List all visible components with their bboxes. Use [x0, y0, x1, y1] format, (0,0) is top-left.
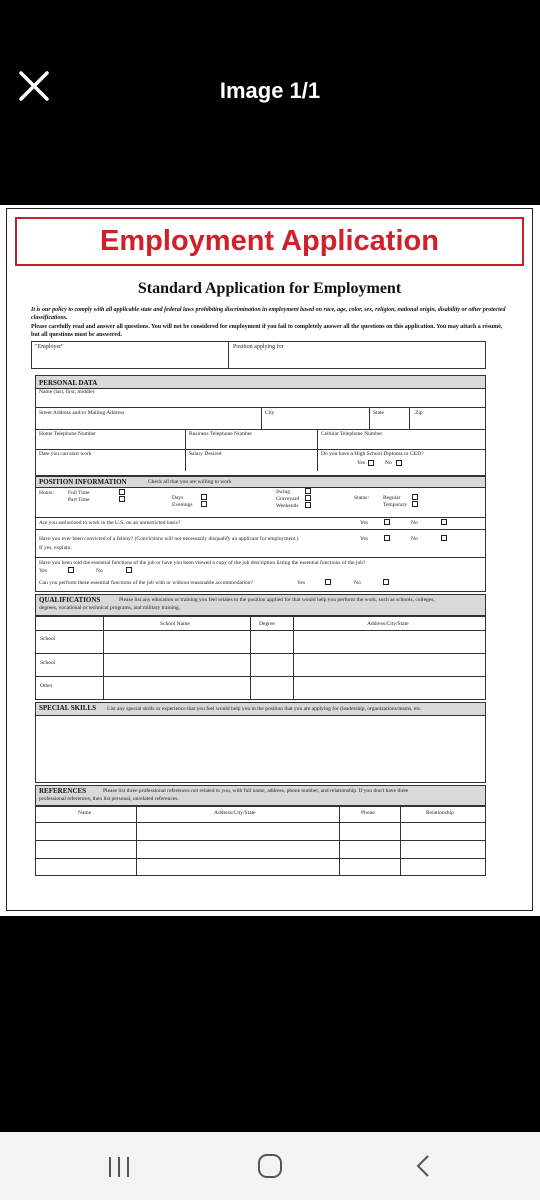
ref-col-address: Address/City/State: [214, 810, 256, 816]
essential-functions-question: Have you been told the essential functions of the job or have you been viewed a copy of the job description listing the essential functions of the job?: [39, 560, 366, 566]
document-image[interactable]: [0, 205, 540, 916]
full-time-label: Full Time: [68, 490, 90, 496]
recent-apps-icon: [100, 1149, 140, 1183]
temporary-label: Temporary: [383, 502, 408, 508]
start-date-label: Date you can start work: [39, 451, 92, 457]
felony-explain-label: If yes, explain:: [39, 545, 72, 551]
col-address: Address/City/State: [367, 621, 409, 627]
qualifications-note: Please list any education or training you feel relates to the position applied for that would help you perform the work, such as schools, colleges,: [119, 597, 435, 603]
evenings-checkbox[interactable]: [201, 501, 207, 507]
ref-col-name: Name: [78, 810, 92, 816]
viewer-top-bar: [0, 0, 540, 205]
state-label: State: [373, 410, 384, 416]
back-icon: [403, 1149, 443, 1183]
perform-yes-checkbox[interactable]: [325, 579, 331, 585]
policy-text: It is our policy to comply with all applicable state and federal laws prohibiting discrimination in employment based on race, age, color, sex, religion, national origin, disability or other protected classifications.: [31, 307, 506, 322]
perform-question: Can you perform these essential functions of the job with or without reasonable accommodation?: [39, 580, 253, 586]
hours-label: Hours:: [39, 490, 54, 496]
school-row-label: School: [40, 636, 56, 642]
regular-label: Regular: [383, 495, 401, 501]
ref-col-relationship: Relationship: [426, 810, 454, 816]
employer-label: "Employer": [35, 344, 64, 350]
personal-data-heading: PERSONAL DATA: [39, 379, 98, 387]
references-note-2: professional references, then list personal, unrelated references.: [39, 796, 179, 802]
full-time-checkbox[interactable]: [119, 489, 125, 495]
swing-checkbox[interactable]: [305, 488, 311, 494]
authorized-yes-checkbox[interactable]: [384, 519, 390, 525]
position-info-heading: POSITION INFORMATION: [39, 478, 127, 486]
home-phone-label: Home Telephone Number: [39, 431, 96, 437]
diploma-yes-label: Yes: [357, 460, 366, 466]
school-row-label: School: [40, 660, 56, 666]
street-label: Street Address and/or Mailing Address: [39, 410, 125, 416]
position-label: Position applying for: [233, 344, 284, 350]
references-note: Please list three professional references not related to you, with full name, address, phone number, and relationship. If you don't have three: [103, 788, 409, 794]
weekends-label: Weekends: [276, 503, 299, 509]
evenings-label: Evenings: [172, 502, 193, 508]
form-subtitle: Standard Application for Employment: [137, 280, 402, 297]
perform-no-label: No: [354, 580, 361, 586]
business-phone-label: Business Telephone Number: [189, 431, 253, 437]
qualifications-heading: QUALIFICATIONS: [39, 596, 101, 604]
authorized-no-checkbox[interactable]: [441, 519, 447, 525]
city-label: City: [265, 410, 275, 416]
instructions-text: Please carefully read and answer all questions. You will not be considered for employment if you fail to completely answer all the questions on this application. You may attach a résumé, but all questions must be answered.: [31, 324, 503, 339]
viewer-background: [0, 916, 540, 1132]
form-page: [6, 208, 533, 911]
perform-no-checkbox[interactable]: [383, 579, 389, 585]
special-skills-heading: SPECIAL SKILLS: [39, 704, 96, 712]
recent-apps-button[interactable]: [100, 1149, 140, 1183]
position-info-note: Check all that you are willing to work: [148, 479, 232, 485]
form-banner: Employment Application: [15, 217, 524, 266]
col-degree: Degree: [259, 621, 275, 627]
weekends-checkbox[interactable]: [305, 502, 311, 508]
regular-checkbox[interactable]: [412, 494, 418, 500]
authorized-no-label: No: [411, 520, 418, 526]
cell-phone-label: Cellular Telephone Number: [321, 431, 383, 437]
diploma-question: Do you have a High School Diploma or GED?: [321, 451, 424, 457]
temporary-checkbox[interactable]: [412, 501, 418, 507]
perform-yes-label: Yes: [297, 580, 306, 586]
told-yes-checkbox[interactable]: [68, 567, 74, 573]
felony-no-checkbox[interactable]: [441, 535, 447, 541]
special-skills-note: List any special skills or experience that you feel would help you in the position that you are applying for (leadership, organizations/teams, etc.: [107, 706, 422, 712]
graveyard-label: Graveyard: [276, 496, 300, 502]
diploma-yes-checkbox[interactable]: [368, 460, 374, 466]
part-time-checkbox[interactable]: [119, 496, 125, 502]
name-label: Name (last, first, middle): [39, 389, 95, 395]
ref-col-phone: Phone: [361, 810, 375, 816]
told-no-label: No: [96, 568, 103, 574]
told-no-checkbox[interactable]: [126, 567, 132, 573]
references-heading: REFERENCES: [39, 787, 87, 795]
home-button[interactable]: [250, 1149, 290, 1183]
system-nav-bar: [0, 1132, 540, 1200]
swing-label: Swing: [276, 489, 291, 495]
graveyard-checkbox[interactable]: [305, 495, 311, 501]
authorized-yes-label: Yes: [360, 520, 369, 526]
days-checkbox[interactable]: [201, 494, 207, 500]
felony-no-label: No: [411, 536, 418, 542]
part-time-label: Part Time: [68, 497, 90, 503]
salary-label: Salary Desired: [189, 451, 222, 457]
felony-yes-checkbox[interactable]: [384, 535, 390, 541]
diploma-no-checkbox[interactable]: [396, 460, 402, 466]
diploma-no-label: No: [385, 460, 392, 466]
home-icon: [250, 1149, 290, 1183]
told-yes-label: Yes: [39, 568, 48, 574]
authorized-question: Are you authorized to work in the U.S. on an unrestricted basis?: [39, 520, 181, 526]
col-school-name: School Name: [160, 621, 190, 627]
qualifications-note-2: degrees, vocational or technical programs, and military training.: [39, 605, 181, 611]
zip-label: Zip: [415, 410, 423, 416]
image-counter-title: Image 1/1: [219, 78, 321, 103]
other-row-label: Other: [40, 683, 53, 689]
felony-yes-label: Yes: [360, 536, 369, 542]
days-label: Days: [172, 495, 184, 501]
back-button[interactable]: [403, 1149, 443, 1183]
felony-question: Have you ever been convicted of a felony? (Convictions will not necessarily disqualify an applicant for employment.): [39, 536, 299, 542]
status-label: Status:: [354, 495, 369, 501]
